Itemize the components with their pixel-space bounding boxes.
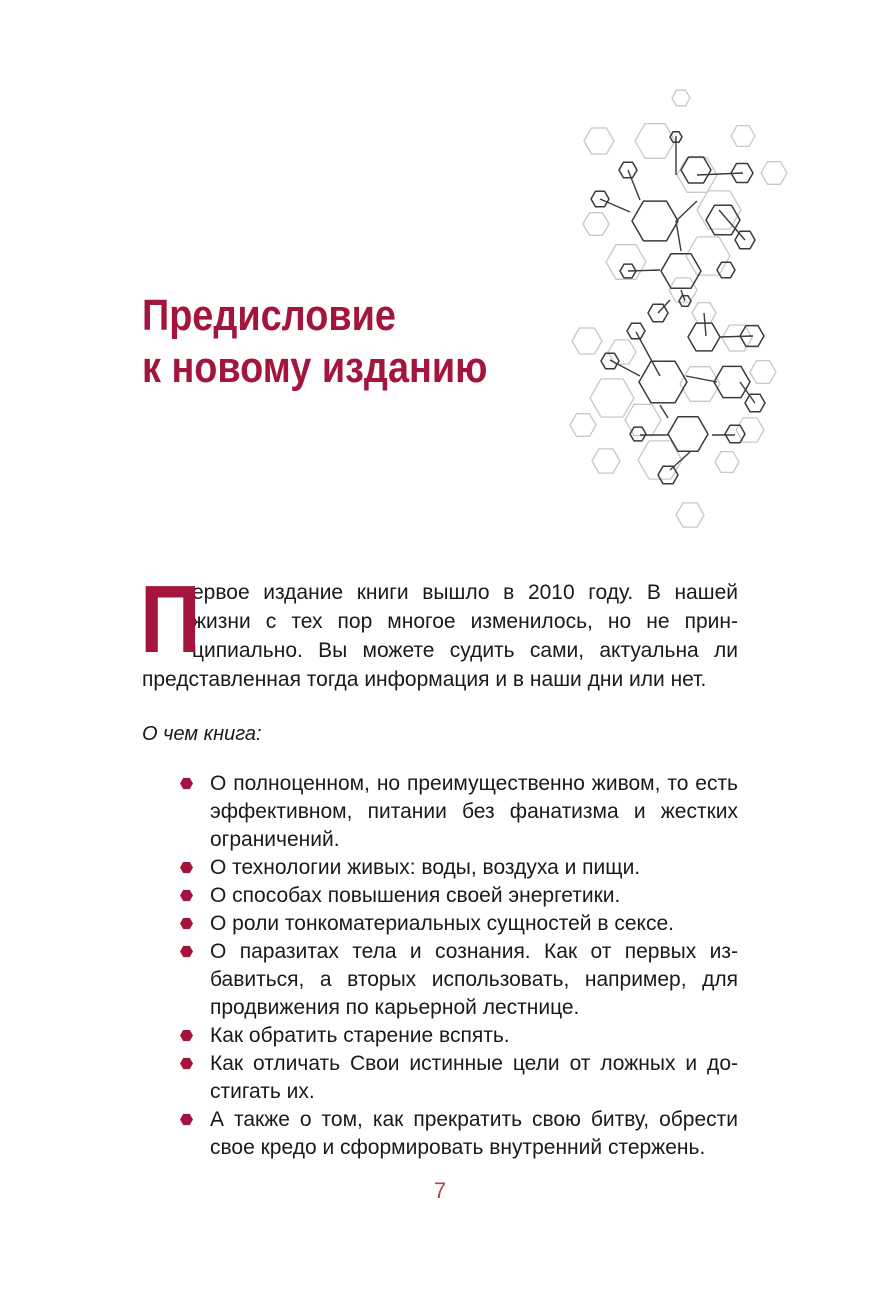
list-item-text: О полноценном, но преимущественно живом, то есть эффективном, питании без фанатизма и жестких ограничений.: [210, 772, 738, 851]
molecule-bond: [660, 405, 668, 418]
molecule-hexagon: [750, 361, 776, 384]
intro-text: ервое издание книги вышло в 2010 году. В нашей жизни с тех пор многое изменилось, но не принципиально. Вы можете судить сами, актуальна ли представленная тогда информация и в наши дни или нет.: [142, 581, 738, 691]
molecule-bond: [697, 173, 743, 175]
molecule-hexagon: [584, 128, 614, 154]
molecule-hexagon: [672, 90, 690, 106]
list-item-text: О способах повышения своей энергетики.: [210, 884, 621, 907]
hexagon-bullet-icon: [180, 1113, 193, 1126]
list-item-text: А также о том, как прекратить свою битву, обрести свое кредо и сформировать внутренний стержень.: [210, 1108, 738, 1159]
molecule-hexagon: [632, 201, 678, 241]
intro-paragraph: [140, 566, 738, 694]
title-line-2: к новому изданию: [142, 343, 488, 392]
list-item-text: О технологии живых: воды, воздуха и пищи.: [210, 856, 641, 879]
molecule-bond: [704, 313, 706, 336]
hexagon-bullet-icon: [180, 917, 193, 930]
molecule-hexagon: [572, 328, 602, 354]
title-line-1: Предисловие: [142, 291, 396, 340]
molecule-hexagon: [688, 323, 720, 351]
page-title: [142, 290, 487, 394]
hexagon-bullet-icon: [180, 889, 193, 902]
molecule-hexagon: [590, 379, 634, 417]
molecule-hexagon: [606, 245, 646, 280]
molecule-hexagon: [676, 503, 704, 527]
list-item: [142, 938, 738, 1022]
list-item-text: Как отличать Свои истинные цели от ложных и достигать их.: [210, 1052, 738, 1103]
molecule-hexagon: [627, 323, 645, 339]
list-item: [142, 882, 738, 910]
list-item: [142, 1106, 738, 1162]
molecule-hexagon: [669, 278, 697, 302]
list-item: [142, 1022, 738, 1050]
hexagon-bullet-icon: [180, 777, 193, 790]
molecule-hexagon: [736, 418, 764, 442]
molecule-bond: [686, 376, 717, 382]
molecule-bond: [628, 270, 660, 271]
molecule-bond: [720, 336, 753, 337]
molecule-illustration: [560, 80, 800, 540]
molecule-hexagon: [639, 361, 687, 403]
molecule-hexagon: [761, 162, 787, 185]
molecule-bond: [719, 210, 745, 240]
hexagon-bullet-icon: [180, 1057, 193, 1070]
molecule-hexagon: [717, 262, 735, 278]
topics-list: [142, 770, 738, 1162]
list-item: [142, 770, 738, 854]
section-subheading: О чем книга:: [142, 723, 262, 745]
molecule-hexagon: [731, 126, 755, 147]
molecule-hexagon: [592, 449, 620, 473]
molecule-hexagon: [583, 213, 609, 236]
list-item: [142, 910, 738, 938]
molecule-hexagon: [570, 414, 596, 437]
molecule-hexagon: [635, 124, 675, 159]
drop-cap: П: [140, 566, 201, 673]
page-number: 7: [433, 1178, 447, 1203]
molecule-hexagon: [625, 404, 661, 435]
molecule-hexagon: [725, 425, 745, 442]
molecule-hexagon: [715, 452, 739, 473]
hexagon-bullet-icon: [180, 1029, 193, 1042]
list-item: [142, 1050, 738, 1106]
list-item-text: Как обратить старение вспять.: [210, 1024, 510, 1047]
molecule-hexagon: [658, 466, 678, 483]
list-item-text: О роли тонкоматериальных сущностей в сексе.: [210, 912, 674, 935]
list-item: [142, 854, 738, 882]
hexagon-bullet-icon: [180, 945, 193, 958]
hexagon-bullet-icon: [180, 861, 193, 874]
molecule-bond: [676, 201, 697, 221]
molecule-hexagon: [681, 157, 711, 183]
body-text: [140, 566, 738, 1162]
list-item-text: О паразитах тела и сознания. Как от первых избавиться, а вторых использовать, например, для продвижения по карьерной лестнице.: [210, 940, 738, 1019]
molecule-bond: [676, 221, 681, 251]
